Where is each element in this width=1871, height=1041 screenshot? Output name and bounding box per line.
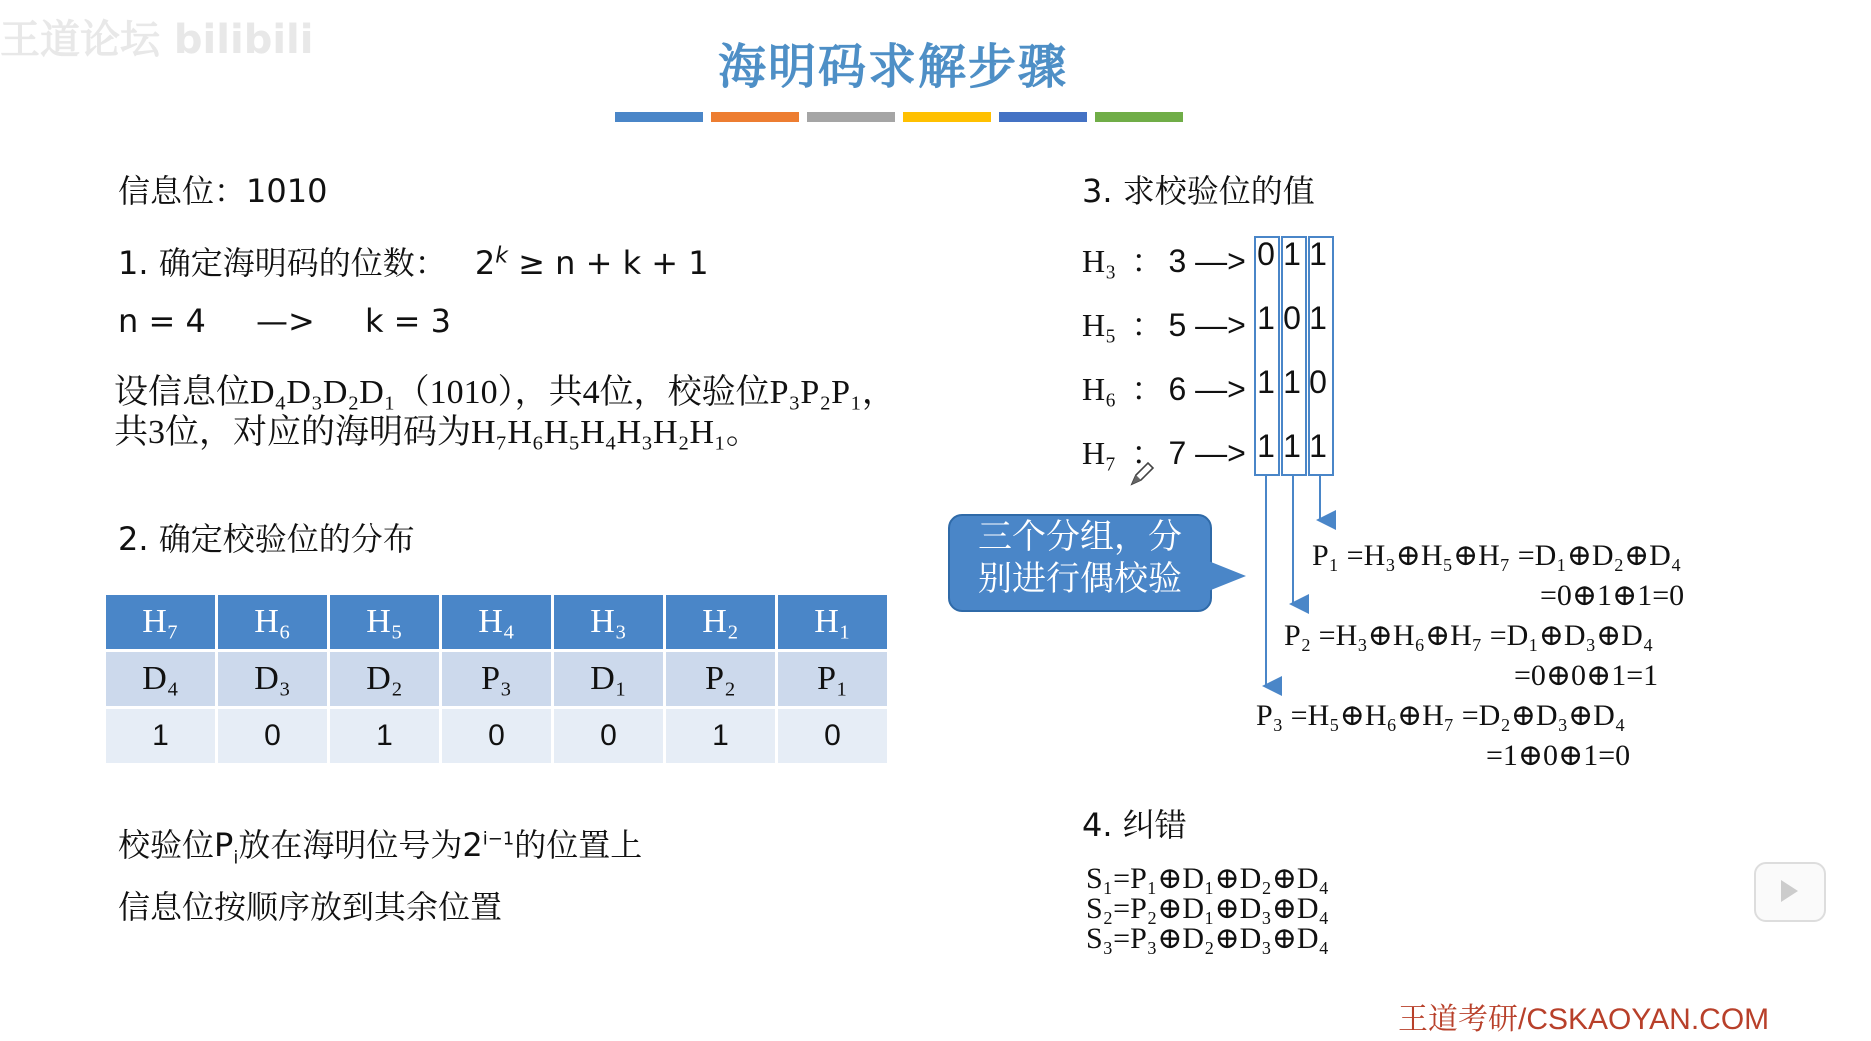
p2-equation: P₂ =H₃⊕H₆⊕H₇ =D₁⊕D₃⊕D₄: [1284, 619, 1654, 652]
desc-line2: 共3位，对应的海明码为H₇H₆H₅H₄H₃H₂H₁。: [114, 414, 760, 451]
table-cell: H₅: [329, 594, 441, 651]
table-cell: H₁: [777, 594, 889, 651]
separator: ：: [1131, 371, 1164, 407]
table-cell: H₆: [217, 594, 329, 651]
bit: 1: [1257, 428, 1275, 464]
h-label: H₇: [1082, 435, 1117, 471]
table-cell: H₇: [105, 594, 217, 651]
bit: 1: [1257, 364, 1275, 400]
bit: 0: [1283, 300, 1301, 336]
table-cell: 0: [217, 708, 329, 765]
callout-pointer: [1206, 560, 1246, 592]
formula-rest: ≥ n + k + 1: [518, 244, 709, 282]
table-cell: H₃: [553, 594, 665, 651]
bit: 1: [1309, 300, 1327, 336]
k-value: k = 3: [364, 302, 451, 340]
play-icon: [1781, 880, 1798, 902]
p3-result: =1⊕0⊕1=0: [1486, 739, 1631, 772]
table-cell: 1: [665, 708, 777, 765]
table-cell: P₃: [441, 651, 553, 708]
rule-sup: i−1: [482, 828, 515, 850]
footer-brand: 王道考研/CSKAOYAN.COM: [1398, 1003, 1770, 1036]
watermark-logo: 王道论坛 bilibili: [0, 17, 314, 63]
syndrome-s3: S₃=P₃⊕D₂⊕D₃⊕D₄: [1086, 922, 1329, 955]
separator: ：: [1131, 435, 1164, 471]
bit: 1: [1309, 428, 1327, 464]
rule-text: 校验位P: [118, 826, 234, 864]
step4-heading: 4. 纠错: [1082, 806, 1187, 844]
p2-result: =0⊕0⊕1=1: [1514, 659, 1659, 692]
step1-label: 1. 确定海明码的位数：: [118, 244, 447, 282]
table-cell: D₁: [553, 651, 665, 708]
position-arrow: 3 —>: [1168, 243, 1246, 279]
callout-even-parity: [948, 514, 1212, 612]
position-arrow: 6 —>: [1168, 371, 1246, 407]
table-cell: D₃: [217, 651, 329, 708]
formula-base: 2: [474, 244, 496, 282]
bit: 1: [1283, 236, 1301, 272]
step2-heading: 2. 确定校验位的分布: [118, 520, 415, 558]
info-bits-label: 信息位：1010: [118, 172, 328, 210]
table-cell: P₁: [777, 651, 889, 708]
position-arrow: 5 —>: [1168, 307, 1246, 343]
bit: 0: [1257, 236, 1275, 272]
step3-heading: 3. 求校验位的值: [1082, 172, 1315, 210]
table-cell: 0: [777, 708, 889, 765]
formula-exp: k: [495, 243, 508, 269]
bit: 0: [1309, 364, 1327, 400]
table-cell: 0: [441, 708, 553, 765]
rule-text: 的位置上: [514, 826, 643, 864]
bit: 1: [1309, 236, 1327, 272]
syndrome-s1: S₁=P₁⊕D₁⊕D₂⊕D₄: [1086, 862, 1329, 895]
rule-info-position: 信息位按顺序放到其余位置: [118, 888, 503, 926]
bit: 1: [1283, 364, 1301, 400]
separator: ：: [1131, 243, 1164, 279]
desc-line1: 设信息位D₄D₃D₂D₁（1010），共4位，校验位P₃P₂P₁，: [114, 374, 896, 411]
callout-line: 三个分组，分: [978, 517, 1182, 557]
rule-text: 放在海明位号为2: [238, 826, 483, 864]
p3-equation: P₃ =H₅⊕H₆⊕H₇ =D₂⊕D₃⊕D₄: [1256, 699, 1626, 732]
p1-result: =0⊕1⊕1=0: [1540, 579, 1685, 612]
table-cell: 1: [329, 708, 441, 765]
table-cell: P₂: [665, 651, 777, 708]
bit: 1: [1257, 300, 1275, 336]
n-value: n = 4: [118, 302, 206, 340]
table-cell: 1: [105, 708, 217, 765]
p1-equation: P₁ =H₃⊕H₅⊕H₇ =D₁⊕D₂⊕D₄: [1312, 539, 1682, 572]
page-title: 海明码求解步骤: [717, 39, 1068, 95]
callout-line: 别进行偶校验: [978, 559, 1182, 599]
pen-cursor-icon: [1128, 460, 1156, 488]
rule-sub: i: [233, 847, 239, 869]
position-arrow: 7 —>: [1168, 435, 1246, 471]
table-cell: D₂: [329, 651, 441, 708]
table-cell: 0: [553, 708, 665, 765]
arrow: —>: [255, 302, 315, 340]
syndrome-s2: S₂=P₂⊕D₁⊕D₃⊕D₄: [1086, 892, 1329, 925]
separator: ：: [1131, 307, 1164, 343]
h-label: H₆: [1082, 371, 1117, 407]
table-cell: H₄: [441, 594, 553, 651]
table-cell: H₂: [665, 594, 777, 651]
h-label: H₅: [1082, 307, 1117, 343]
table-cell: D₄: [105, 651, 217, 708]
h-label: H₃: [1082, 243, 1117, 279]
bit: 1: [1283, 428, 1301, 464]
